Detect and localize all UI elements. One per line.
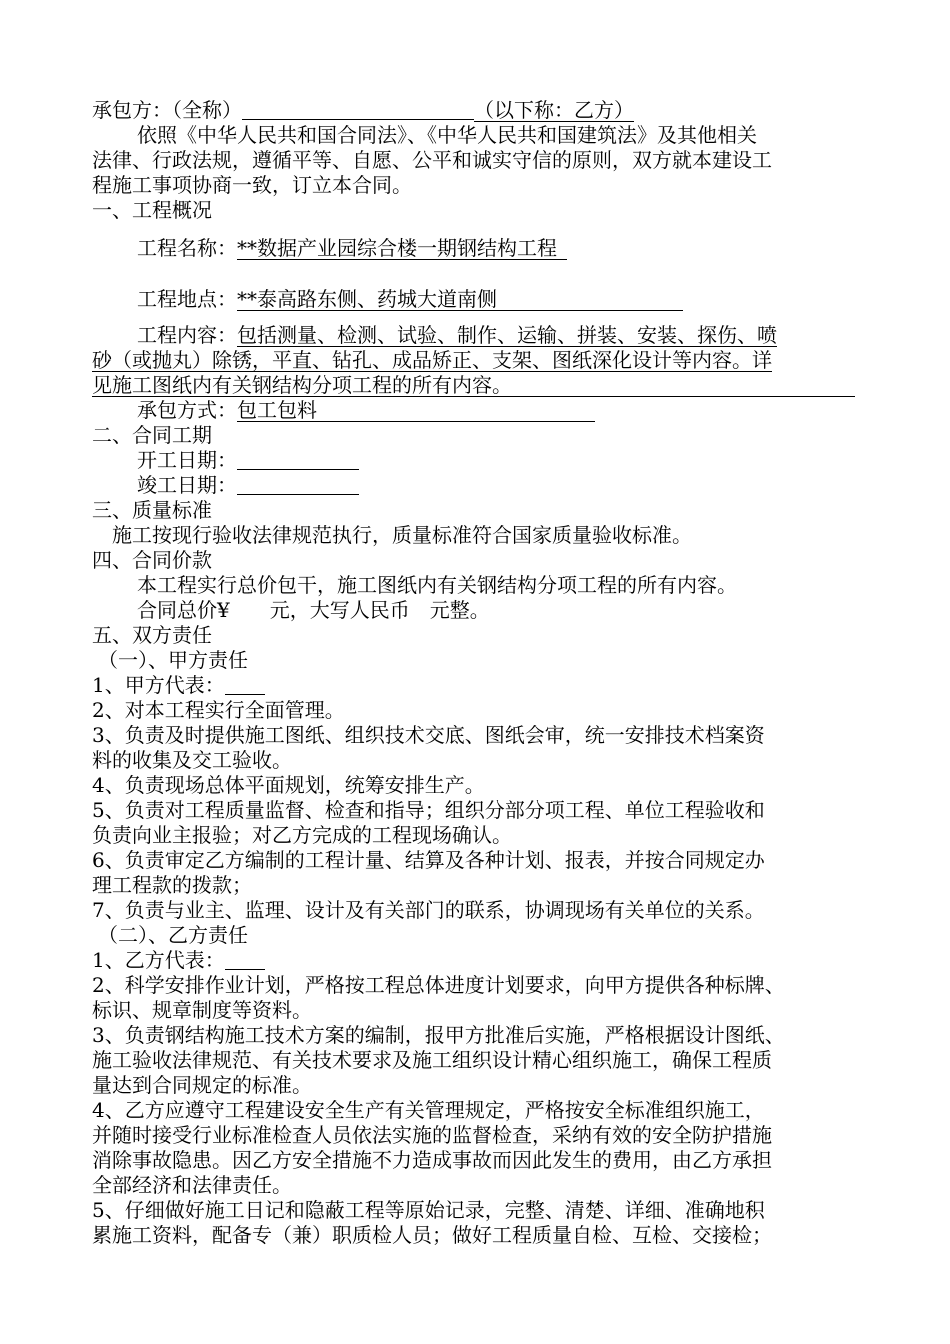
project-content-label: 工程内容：: [137, 323, 237, 347]
party-b-item-2: 2、科学安排作业计划，严格按工程总体进度计划要求，向甲方提供各种标牌、: [92, 973, 785, 997]
contract-method-label: 承包方式：: [137, 398, 237, 422]
party-a-item-4: 4、负责现场总体平面规划，统筹安排生产。: [92, 773, 485, 797]
project-location-label: 工程地点：: [137, 287, 237, 311]
party-b-item-2-cont: 标识、规章制度等资料。: [92, 998, 312, 1022]
project-name-value: **数据产业园综合楼一期钢结构工程: [237, 238, 567, 260]
party-a-item-7: 7、负责与业主、监理、设计及有关部门的联系，协调现场有关单位的关系。: [92, 898, 765, 922]
contractor-suffix: （以下称：乙方）: [474, 98, 634, 122]
party-b-item-4-cont-2: 消除事故隐患。因乙方安全措施不力造成事故而因此发生的费用，由乙方承担: [92, 1148, 772, 1172]
party-a-item-6: 6、负责审定乙方编制的工程计量、结算及各种计划、报表，并按合同规定办: [92, 848, 765, 872]
project-location-line: [137, 287, 683, 312]
party-b-item-4-cont-1: 并随时接受行业标准检查人员依法实施的监督检查，采纳有效的安全防护措施: [92, 1123, 772, 1147]
party-b-item-5: 5、仔细做好施工日记和隐蔽工程等原始记录，完整、清楚、详细、准确地积: [92, 1198, 765, 1222]
party-a-item-3-cont: 料的收集及交工验收。: [92, 748, 292, 772]
total-price-line: 合同总价¥ 元，大写人民币 元整。: [137, 598, 490, 622]
start-date-line: [137, 448, 359, 473]
project-content-line-1: [137, 323, 777, 348]
party-b-heading: （二）、乙方责任: [98, 923, 248, 947]
contract-method-value: 包工包料: [237, 400, 595, 422]
party-a-item-3: 3、负责及时提供施工图纸、组织技术交底、图纸会审，统一安排技术档案资: [92, 723, 765, 747]
start-date-label: 开工日期：: [137, 448, 237, 472]
party-b-item-3: 3、负责钢结构施工技术方案的编制，报甲方批准后实施，严格根据设计图纸、: [92, 1023, 785, 1047]
party-b-item-4: 4、乙方应遵守工程建设安全生产有关管理规定，严格按安全标准组织施工，: [92, 1098, 765, 1122]
party-a-item-5-cont: 负责向业主报验；对乙方完成的工程现场确认。: [92, 823, 512, 847]
contractor-label: 承包方：（全称）: [92, 98, 242, 122]
party-b-item-4-cont-3: 全部经济和法律责任。: [92, 1173, 292, 1197]
end-date-label: 竣工日期：: [137, 473, 237, 497]
party-a-item-5: 5、负责对工程质量监督、检查和指导；组织分部分项工程、单位工程验收和: [92, 798, 765, 822]
party-b-item-3-cont-1: 施工验收法律规范、有关技术要求及施工组织设计精心组织施工，确保工程质: [92, 1048, 772, 1072]
project-name-label: 工程名称：: [137, 236, 237, 260]
start-date-blank[interactable]: [237, 450, 359, 470]
project-content-line-2: [92, 348, 772, 373]
preamble-line-2: 法律、行政法规，遵循平等、自愿、公平和诚实守信的原则，双方就本建设工: [92, 148, 772, 172]
section-3-heading: 三、质量标准: [92, 498, 212, 522]
section-2-heading: 二、合同工期: [92, 423, 212, 447]
section-4-heading: 四、合同价款: [92, 548, 212, 572]
price-description: 本工程实行总价包干，施工图纸内有关钢结构分项工程的所有内容。: [137, 573, 737, 597]
end-date-blank[interactable]: [237, 475, 359, 495]
party-a-rep-blank[interactable]: [225, 675, 265, 695]
project-location-value: **泰高路东侧、药城大道南侧: [237, 289, 683, 311]
contractor-line: [92, 98, 634, 123]
party-a-rep-label: 1、甲方代表：: [92, 673, 225, 697]
section-5-heading: 五、双方责任: [92, 623, 212, 647]
project-content-text-3: 见施工图纸内有关钢结构分项工程的所有内容。: [92, 375, 855, 397]
project-content-text-1: 包括测量、检测、试验、制作、运输、拼装、安装、探伤、喷: [237, 323, 777, 347]
contractor-name-blank[interactable]: [242, 100, 474, 120]
party-b-item-1: [92, 948, 265, 973]
end-date-line: [137, 473, 359, 498]
party-b-item-5-cont: 累施工资料，配备专（兼）职质检人员；做好工程质量自检、互检、交接检；: [92, 1223, 772, 1247]
section-1-heading: 一、工程概况: [92, 198, 212, 222]
preamble-line-1: 依照《中华人民共和国合同法》、《中华人民共和国建筑法》及其他相关: [137, 123, 757, 147]
party-a-heading: （一）、甲方责任: [98, 648, 248, 672]
project-content-line-3: [92, 373, 855, 398]
contract-method-line: [137, 398, 595, 423]
quality-standard-text: 施工按现行验收法律规范执行，质量标准符合国家质量验收标准。: [112, 523, 692, 547]
party-b-item-3-cont-2: 量达到合同规定的标准。: [92, 1073, 312, 1097]
party-a-item-6-cont: 理工程款的拨款；: [92, 873, 252, 897]
project-content-text-2: 砂（或抛丸）除锈，平直、钻孔、成品矫正、支架、图纸深化设计等内容。详: [92, 348, 772, 372]
project-name-line: [137, 236, 567, 261]
party-b-rep-blank[interactable]: [225, 950, 265, 970]
party-a-item-2: 2、对本工程实行全面管理。: [92, 698, 345, 722]
preamble-line-3: 程施工事项协商一致，订立本合同。: [92, 173, 412, 197]
party-b-rep-label: 1、乙方代表：: [92, 948, 225, 972]
party-a-item-1: [92, 673, 265, 698]
